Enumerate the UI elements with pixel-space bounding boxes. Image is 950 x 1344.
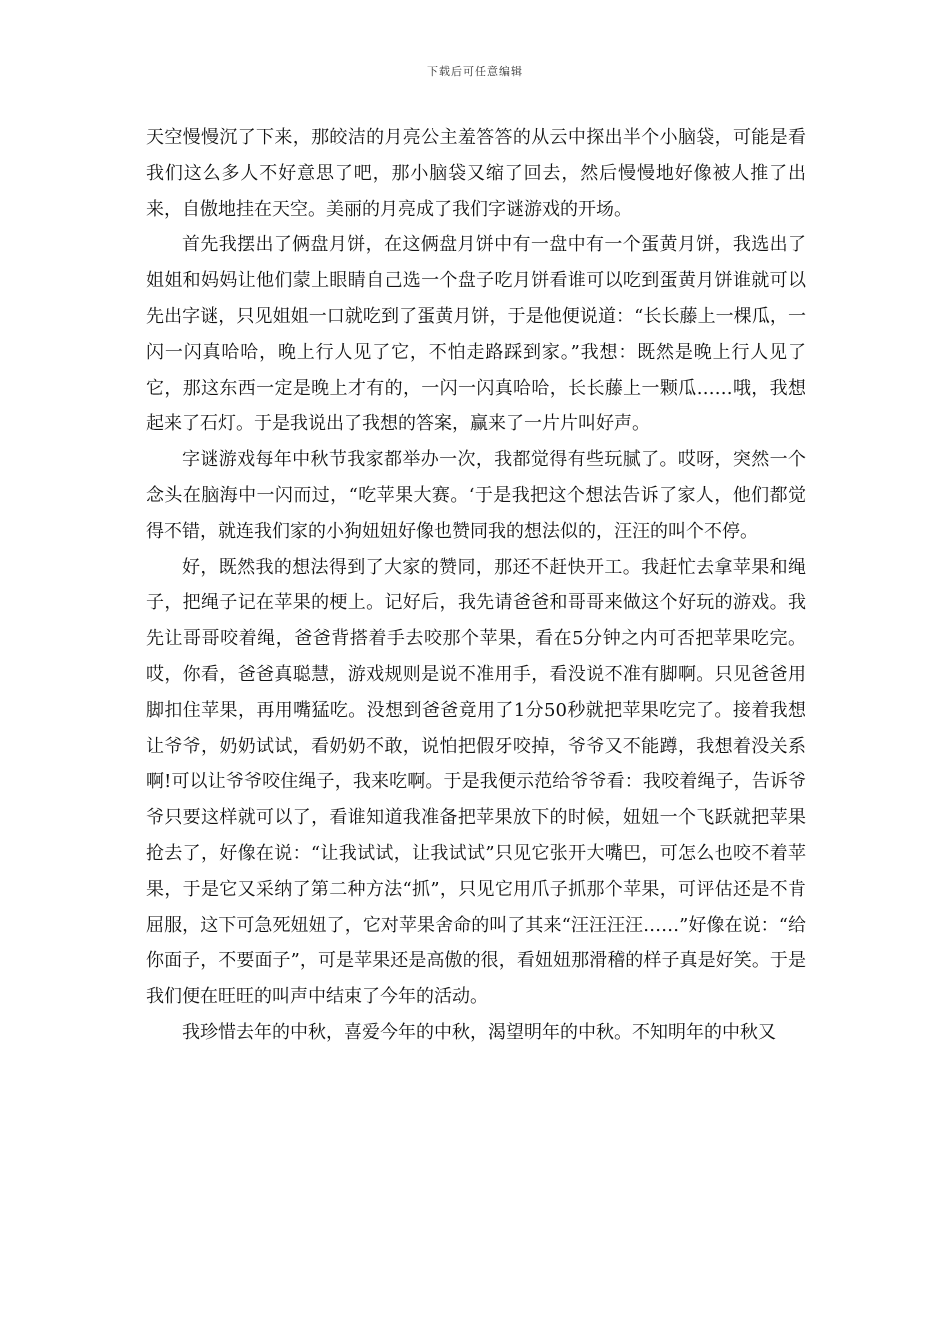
paragraph-5: 我珍惜去年的中秋，喜爱今年的中秋，渴望明年的中秋。不知明年的中秋又 [182, 1021, 776, 1043]
page-header-note: 下载后可任意编辑 [427, 65, 523, 78]
article-body [146, 120, 806, 1051]
paragraph-4: 好，既然我的想法得到了大家的赞同，那还不赶快开工。我赶忙去拿苹果和绳子，把绳子记在苹果的梗上。记好后，我先请爸爸和哥哥来做这个好玩的游戏。我先让哥哥咬着绳，爸爸背搭着手去咬那个苹果，看在5分钟之内可否把苹果吃完。哎，你看，爸爸真聪慧，游戏规则是说不准用手，看没说不准有脚啊。只见爸爸用脚扣住苹果，再用嘴猛吃。没想到爸爸竟用了1分50秒就把苹果吃完了。接着我想让爷爷，奶奶试试，看奶奶不敢，说怕把假牙咬掉，爷爷又不能蹲，我想着没关系啊!可以让爷爷咬住绳子，我来吃啊。于是我便示范给爷爷看：我咬着绳子，告诉爷爷只要这样就可以了，看谁知道我准备把苹果放下的时候，妞妞一个飞跃就把苹果抢去了，好像在说：“让我试试，让我试试”只见它张开大嘴巴，可怎么也咬不着苹果，于是它又采纳了第二种方法“抓”，只见它用爪子抓那个苹果，可评估还是不肯屈服，这下可急死妞妞了，它对苹果舍命的叫了其来“汪汪汪汪……”好像在说：“给你面子，不要面子”，可是苹果还是高傲的很，看妞妞那滑稽的样子真是好笑。于是我们便在旺旺的叫声中结束了今年的活动。 [146, 556, 806, 1008]
paragraph-1: 天空慢慢沉了下来，那皎洁的月亮公主羞答答的从云中探出半个小脑袋，可能是看我们这么多人不好意思了吧，那小脑袋又缩了回去，然后慢慢地好像被人推了出来，自傲地挂在天空。美丽的月亮成了我们字谜游戏的开场。 [146, 127, 806, 220]
paragraph-2: 首先我摆出了俩盘月饼，在这俩盘月饼中有一盘中有一个蛋黄月饼，我选出了姐姐和妈妈让他们蒙上眼睛自己选一个盘子吃月饼看谁可以吃到蛋黄月饼谁就可以先出字谜，只见姐姐一口就吃到了蛋黄月饼，于是他便说道：“长长藤上一棵瓜，一闪一闪真哈哈，晚上行人见了它，不怕走路踩到家。”我想：既然是晚上行人见了它，那这东西一定是晚上才有的，一闪一闪真哈哈，长长藤上一颗瓜……哦，我想起来了石灯。于是我说出了我想的答案，赢来了一片片叫好声。 [146, 234, 806, 435]
paragraph-3: 字谜游戏每年中秋节我家都举办一次，我都觉得有些玩腻了。哎呀，突然一个念头在脑海中一闪而过，“吃苹果大赛。‘于是我把这个想法告诉了家人，他们都觉得不错，就连我们家的小狗妞妞好像也赞同我的想法似的，汪汪的叫个不停。 [146, 449, 806, 542]
